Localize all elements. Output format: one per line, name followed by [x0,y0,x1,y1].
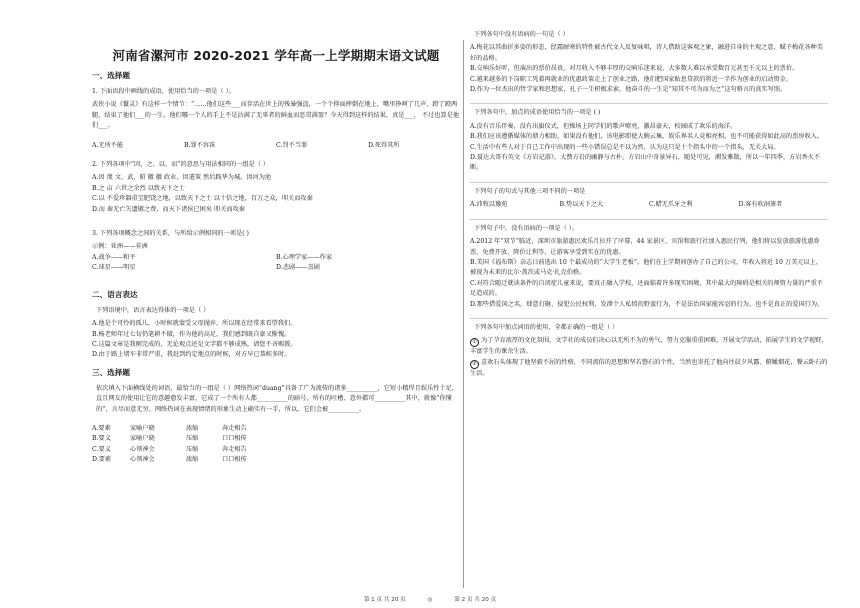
statement-text: 为了孕育浓厚的文化氛围，文学社的成员们决心以无所不为的勇气，努力克服重重困难，开展文学活动，拓展学生的文学视野，丰富学生的课余生活。 [470,337,828,356]
option-a[interactable]: A.梅花以其曲折多姿的形态，经霜耐寒的特性被古代文人反复咏唱，诗人借助这客观之象，融进自身的主观之意，赋予梅花各种美好的品格。 [470,44,823,62]
page-footer [0,592,860,608]
right-page [470,0,828,592]
left-page [92,0,460,592]
option-d[interactable]: D.聂达大哥有英文《方岩记游》，大赞方岩的幽静与古朴。方岩山中奇景异石，随处可见，湘发雅散，所以一年四季，方岩香火不断。 [470,154,821,172]
question-9-stem: 下列句子中，没有语病的一项是（ ）。 [474,224,579,232]
row-cell: 家喻户晓 [130,424,155,432]
statement-1 [470,336,828,357]
option-b[interactable]: B.之 亩 六世之余烈 以致天下之士 [92,184,185,192]
statement-2 [470,358,828,379]
option-d[interactable]: D.由于路上堵车非常严重，我赶到约定地点的时候，对方早已恭候多时。 [92,351,291,359]
question-separator [470,103,828,104]
row-cell: 心领神会 [130,445,155,453]
statement-text: 喜欢石头体现了他坚毅不屈的性格，不同流俗的思想和坚若磐石的个性，当然也寄托了他向往晨夕风露、俯瞰烟花，餐云卧石的生活。 [470,358,828,377]
option-d[interactable]: D.那些借爱国之名，肆意打砸、侵犯公民权利，发泄个人私愤的野蛮行为，不是法治国家能容忍的行为，也不是真正的爱国行为。 [470,300,824,308]
option-b[interactable]: B.交响乐好听，但演出的票价昂贵，对月收入不够丰厚的交响乐迷来说，大多数人难以承受数百元甚至千元以上的票价。 [470,65,799,73]
row-cell: 奔走相告 [222,424,247,432]
row-cell: 口口相传 [222,435,247,443]
option-a[interactable]: A.无所不能 [92,141,124,149]
question-separator [470,219,828,220]
question-3-stem: 3. 下列各项概念之间的关系，与所给示例相同的一项是( ) [92,230,249,238]
question-4-stem: 下列语境中，语言表达得体的一项是（ ） [96,306,210,314]
option-b[interactable]: B.我们应该遵循媒体的鼎力相助，如果没有他们，该电影即使大腕云集、娱乐界名人竞相亮相，也不可能获得如此高的票房收入。 [470,133,824,141]
row-cell: C.要义 [92,445,111,453]
option-c[interactable]: C.以 不爱珍器重宝肥饶之地，以致天下之士 以十倍之地，百万之众，叩关而攻秦 [92,195,313,203]
section-heading-1: 一、选择题 [92,71,130,80]
row-cell: A.要素 [92,424,111,432]
option-d[interactable]: D.悲剧——喜剧 [276,264,320,272]
circled-number-2: ② [470,360,479,369]
question-3-example: 示例：亚洲——非洲 [92,243,148,251]
option-a[interactable]: A.因 蔑 文、武，昭 徽 徽 政业，因遣策 然后践华为城，因河为池 [92,174,272,182]
option-a[interactable]: A.2012 年“双节”临近，深圳市旅游惠民欢乐月拉开了序幕，44 家景区、宾馆和旅行社加入惠民行列，他们将以发放旅游优惠券票、免费开放、降价让利等，让游客享受到实在的优惠。 [470,238,820,256]
option-a[interactable]: A.没有音乐伴奏，没有出旗仪式，但操场上同学们的歌声嘹亮，激昂豪天，校园成了欢乐的海洋。 [470,122,737,130]
question-1-options [92,141,460,151]
row-cell: 压缩 [186,435,199,443]
section-heading-3: 三、选择题 [92,367,130,377]
document-title: 河南省漯河市 2020-2021 学年高一上学期期末语文试题 [112,48,440,63]
option-c[interactable]: C.生活中有些人对于自己工作中出现的一些小错误总是不以为然，认为这只是十个指头中的一个指头，无关大局。 [470,143,780,151]
option-a[interactable]: A.战争——和平 [92,253,136,261]
question-5-body: 依次填入下面横线处的词语，最恰当的一组是（ ）网络热词“duang”具备了广为流传的诸多__________，它短小精悍且娱乐性十足，直且网友的使用让它的意趣愈发丰富，它成了一个所有人都__________的暗号，所有的吐槽、意外都可__________其中，就像“你懂的”，言尽而意无穷。网络热词在表现情绪的形象生动上确实有一手，所以，它们会被__________。 [96,384,458,413]
question-2-stem: 2. 下列各项中“因、之、以、而”的意思与用法相同的一组是（ ） [92,161,270,169]
row-cell: 口口相传 [222,456,247,464]
row-cell: B.要义 [92,435,111,443]
row-cell: D.要素 [92,456,112,464]
option-c[interactable]: C.这篇文章是我刚完成的，无论观点还是文字都不够成熟，请您不吝赐教。 [92,340,297,348]
question-separator [470,182,828,183]
question-8-options [470,200,828,210]
footer-separator: ◎ [427,597,433,603]
question-3-options-row-1 [92,253,460,263]
question-7-stem: 下列各句中，加点的成语使用恰当的一项是 ( ) [474,109,601,117]
question-10-stem: 下列各句中加点词语的使用，全都正确的一组是（ ） [474,323,619,331]
row-cell: 压缩 [186,445,199,453]
option-d[interactable]: D.作为一位杰出的哲学家和思想家，孔子一生积极求索，他奋斗的一生是“知其不可为而为之”这句格言的真实写照。 [470,86,787,94]
question-5-row-c[interactable] [92,445,460,455]
option-c[interactable]: C.越来越多的下岗职工凭着再就业的优惠政策走上了创业之路，他们把国家贴息贷款的将近一半作为创业的启动资金。 [470,75,793,83]
row-cell: 心领神会 [130,456,155,464]
option-b[interactable]: B.心理学家——作家 [276,253,333,261]
option-d[interactable]: D.死得其所 [368,141,400,149]
option-c[interactable]: C.球星——明星 [92,264,136,272]
option-c[interactable]: C.蜡无爪牙之利 [649,201,693,209]
question-1-body: 武侠小说《鬣灵》有这样一个情节：“……他们这些___而存活在世上的残暴强盗，一个个抑面摔倒在地上，嘴里挣呵了几声，蹬了蹬两腿，结束了他们___的一生。他们哪一个人的手上不是沾满了无辜者的鲜血而恶贯满盈？今天得到这样的结果，真是___， 不过也算是他们___。 [92,101,460,130]
option-c[interactable]: C.罚不当罪 [276,141,308,149]
option-b[interactable]: B.美国《福布斯》杂志日前选出 10 个最成功的“大学生老板”，他们在上学期间创办了自己的公司，年收入将近 10 万美元以上，被视为未来的比尔·盖茨或马克·扎克伯格。 [470,258,823,277]
page-divider [463,40,464,588]
question-5-row-b[interactable] [92,434,460,444]
question-separator [470,318,828,319]
page-number-right: 第 2 页 共 20 页 [454,597,497,603]
option-c[interactable]: C.对符合随迁就读条件的自闭症儿童来说，要真正融入学校，还面临着许多现实困境，其中最大的障碍是相关的师资力量的严重不足造成的。 [470,279,823,298]
row-cell: 家喻户晓 [130,435,155,443]
circled-number-1: ① [470,338,479,347]
option-a[interactable]: A.他是个可怜的孤儿，小时候就蒙受父母抛弃，所以现在经常来看望我们。 [92,320,297,328]
question-5-row-a[interactable] [92,424,460,434]
question-8-stem: 下列句子的句式与其他三项不同的一项是 [474,187,586,195]
option-b[interactable]: B.杨老师年过七旬仍笔耕不辍，作为他的高足，我们感到既自豪又惭愧。 [92,330,291,338]
option-d[interactable]: D.而 秦无亡矢遗镞之费，而天下诸侯已困矣 叩关而攻秦 [92,205,245,213]
question-6-stem: 下列各句中没有语病的一句是（ ） [474,31,569,38]
question-3-options-row-2 [92,263,460,273]
question-1-stem: 1. 下面语段中画线的成语，使用恰当的一项是（ ）。 [92,88,235,95]
row-cell: 浓缩 [186,424,199,432]
section-heading-2: 二、语言表达 [92,289,138,299]
row-cell: 奔走相告 [222,445,247,453]
row-cell: 浓缩 [186,456,199,464]
question-5-row-d[interactable] [92,455,460,465]
option-d[interactable]: D.客有吹洞箫者 [738,201,783,209]
page-number-left: 第 1 页 共 20 页 [363,597,406,603]
option-b[interactable]: B.罪不容诛 [184,141,216,149]
option-b[interactable]: B.势以天下之大 [559,201,604,209]
option-a[interactable]: A.沛牧以豫苑 [470,201,508,209]
